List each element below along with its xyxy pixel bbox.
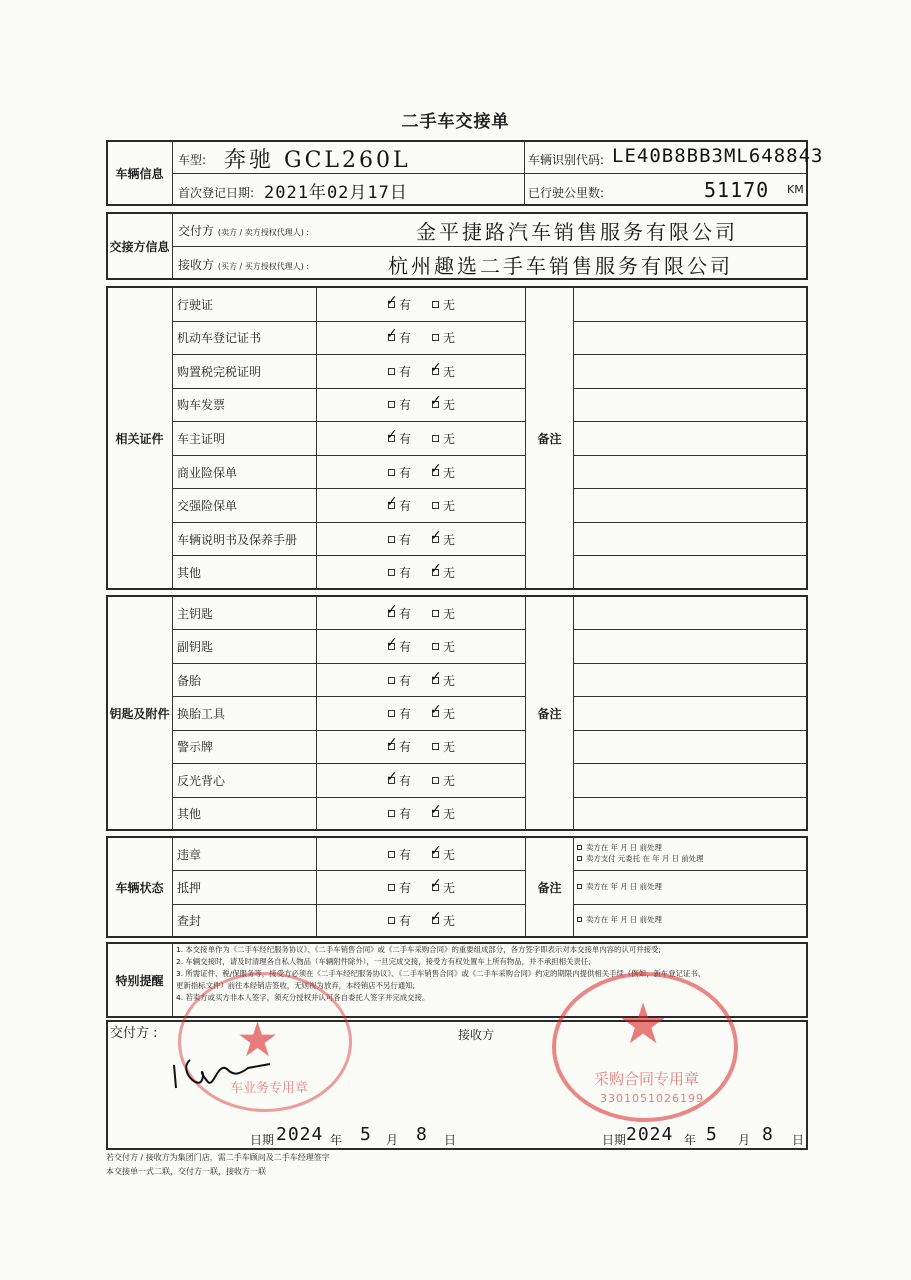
giver-day-unit: 日: [444, 1133, 457, 1147]
option-has-label: 有: [399, 499, 412, 514]
keys-option-has[interactable]: [386, 635, 412, 655]
option-none-label: 无: [443, 847, 456, 862]
checkbox-icon[interactable]: [432, 334, 439, 341]
docs-option-has[interactable]: [388, 363, 411, 380]
special-section-label: 特别提醒: [115, 973, 164, 988]
special-note: 4. 若卖方或买方非本人签字，须充分授权并认可各自委托人签字并完成交接。: [176, 993, 430, 1002]
checkbox-icon[interactable]: [388, 810, 395, 817]
seller-signature: [168, 1040, 288, 1095]
checkbox-icon[interactable]: [386, 427, 398, 443]
giver-value: 金平捷路汽车销售服务有限公司: [416, 220, 738, 244]
checkbox-icon[interactable]: [430, 802, 442, 819]
status-option-has[interactable]: [388, 846, 411, 863]
option-has-label: 有: [399, 640, 412, 655]
status-row-name: 查封: [177, 914, 202, 929]
docs-row-name: 机动车登记证书: [177, 331, 262, 346]
status-remark-text: 卖方支付 元委托 在 年 月 日 前处理: [586, 854, 704, 863]
checkbox-icon[interactable]: [388, 569, 395, 576]
option-none-label: 无: [443, 881, 456, 895]
receiver-date-day: 8: [762, 1124, 774, 1145]
first-registration-label: 首次登记日期:: [178, 186, 255, 200]
docs-option-none[interactable]: [430, 393, 456, 413]
check-mark-icon: ✓: [430, 876, 442, 892]
docs-option-none[interactable]: [430, 359, 456, 380]
option-has-label: 有: [399, 673, 412, 688]
checkbox-icon[interactable]: [432, 610, 439, 617]
docs-option-has[interactable]: [388, 531, 411, 548]
option-none-label: 无: [443, 532, 456, 547]
checkbox-icon[interactable]: [432, 301, 439, 308]
option-has-label: 有: [399, 297, 412, 312]
checkbox-icon[interactable]: [432, 743, 439, 750]
receiver-date-label: 日期: [602, 1133, 627, 1147]
docs-option-none[interactable]: [432, 430, 455, 447]
footer-line-1: 若交付方 / 接收方为集团门店，需二手车顾问及二手车经理签字: [106, 1153, 330, 1162]
giver-month-unit: 月: [386, 1133, 399, 1147]
keys-row-name: 主钥匙: [177, 606, 214, 621]
mileage-value: 51170: [704, 178, 770, 202]
docs-row-name: 车主证明: [177, 432, 226, 446]
check-mark-icon: ✓: [430, 359, 442, 376]
keys-row-name: 反光背心: [177, 773, 226, 788]
keys-option-none[interactable]: [430, 802, 456, 822]
footer-line-2: 本交接单一式二联，交付方一联，接收方一联: [106, 1167, 266, 1176]
docs-option-none[interactable]: [432, 296, 455, 313]
checkbox-icon[interactable]: [432, 435, 439, 442]
checkbox-icon[interactable]: [386, 601, 398, 618]
checkbox-icon[interactable]: [386, 768, 398, 785]
checkbox-icon[interactable]: [388, 469, 395, 476]
option-none-label: 无: [443, 331, 456, 346]
check-mark-icon: ✓: [386, 635, 398, 652]
model-label: 车型:: [178, 153, 207, 167]
checkbox-icon[interactable]: [386, 326, 398, 343]
receiver-label: 接收方: [178, 258, 215, 272]
option-has-label: 有: [399, 606, 412, 621]
vin-label: 车辆识别代码:: [528, 153, 605, 167]
checkbox-icon[interactable]: [388, 884, 395, 891]
checkbox-icon[interactable]: [430, 460, 442, 477]
checkbox-icon[interactable]: [386, 292, 398, 309]
option-has-label: 有: [399, 432, 412, 446]
checkbox-icon[interactable]: [386, 494, 398, 511]
buyer-stamp-text: 采购合同专用章: [594, 1070, 700, 1088]
buyer-stamp-code: 3301051026199: [600, 1092, 704, 1105]
status-remark-text: 卖方在 年 月 日 前处理: [586, 882, 662, 891]
checkbox-icon[interactable]: [430, 393, 442, 410]
option-has-label: 有: [399, 740, 412, 755]
check-mark-icon: ✓: [430, 909, 442, 926]
first-registration-value: 2021年02月17日: [264, 183, 408, 203]
option-has-label: 有: [399, 773, 412, 788]
docs-option-has[interactable]: [386, 494, 412, 514]
checkbox-icon[interactable]: [386, 635, 398, 652]
giver-year-unit: 年: [330, 1133, 343, 1147]
page-title: 二手车交接单: [401, 112, 510, 132]
mileage-unit: KM: [787, 183, 804, 196]
option-has-label: 有: [399, 707, 412, 721]
check-mark-icon: ✓: [430, 460, 442, 477]
checkbox-icon[interactable]: [430, 561, 442, 578]
option-has-label: 有: [399, 566, 412, 581]
option-has-label: 有: [399, 364, 412, 379]
docs-row-name: 行驶证: [177, 297, 214, 312]
option-has-label: 有: [399, 881, 412, 895]
seller-stamp-text: 车业务专用章: [230, 1081, 309, 1096]
checkbox-icon[interactable]: [430, 876, 442, 892]
receiver-label-note: (买方 / 买方授权代理人) :: [217, 262, 310, 271]
keys-option-none[interactable]: [432, 605, 455, 622]
parties-section-label: 交接方信息: [109, 239, 170, 254]
docs-option-none[interactable]: [432, 329, 455, 346]
option-none-label: 无: [443, 566, 456, 581]
check-mark-icon: ✓: [386, 768, 398, 785]
option-has-label: 有: [399, 914, 412, 929]
checkbox-icon[interactable]: [388, 917, 395, 924]
sign-receiver-label: 接收方: [458, 1028, 495, 1042]
docs-option-has[interactable]: [388, 464, 411, 481]
status-remark-line: [577, 843, 662, 853]
checkbox-icon[interactable]: [388, 536, 395, 543]
status-section-label: 车辆状态: [115, 880, 164, 895]
docs-option-none[interactable]: [430, 561, 456, 581]
receiver-date-month: 5: [706, 1124, 718, 1145]
model-value: 奔驰 GCL260L: [224, 148, 411, 173]
option-has-label: 有: [399, 398, 412, 413]
check-mark-icon: ✓: [430, 668, 442, 685]
option-none-label: 无: [443, 432, 456, 446]
option-has-label: 有: [399, 532, 412, 547]
checkbox-icon[interactable]: [430, 668, 442, 685]
keys-option-has[interactable]: [388, 705, 411, 722]
receiver-label-wrap: [178, 256, 309, 273]
mileage-label: 已行驶公里数:: [528, 186, 605, 200]
check-mark-icon: ✓: [430, 802, 442, 819]
status-remark-line: [577, 882, 662, 892]
option-none-label: 无: [443, 465, 456, 480]
docs-section-label: 相关证件: [115, 431, 164, 446]
option-none-label: 无: [443, 398, 456, 413]
keys-option-has[interactable]: [388, 672, 411, 689]
special-note: 更新指标文件）前往本经销店签收，无则视为放弃，本经销店不另行通知;: [176, 981, 415, 990]
giver-date-month: 5: [360, 1124, 372, 1145]
special-note: 2. 车辆交接时，请及时清理各自私人物品（车辆附件除外），一旦完成交接，接受方有权处置车上所有物品，并不承担相关责任;: [176, 957, 591, 966]
checkbox-icon[interactable]: [430, 702, 442, 718]
special-note: 3. 所需证件、税/保服务等，接受方必须在《二手车经纪服务协议》、《二手车销售合同》或《二手车采购合同》约定的期限内提供相关手续（例如，新车登记证书、: [176, 969, 706, 978]
docs-remark-label: 备注: [537, 431, 562, 446]
sign-giver-label: 交付方 :: [110, 1026, 158, 1041]
keys-option-has[interactable]: [388, 805, 411, 822]
keys-row-name: 备胎: [177, 673, 202, 688]
status-option-none[interactable]: [430, 876, 456, 896]
keys-row-name: 警示牌: [177, 740, 214, 755]
receiver-day-unit: 日: [792, 1133, 805, 1147]
docs-option-none[interactable]: [430, 527, 456, 548]
vehicle-info-section-label: 车辆信息: [115, 166, 164, 181]
docs-option-has[interactable]: [386, 326, 412, 346]
giver-date-label: 日期: [250, 1133, 275, 1147]
giver-label: 交付方: [178, 224, 215, 238]
keys-option-has[interactable]: [386, 735, 412, 755]
checkbox-icon[interactable]: [386, 735, 398, 752]
check-mark-icon: ✓: [430, 393, 442, 410]
option-none-label: 无: [443, 807, 456, 822]
status-row-name: 违章: [177, 847, 202, 862]
status-row-name: 抵押: [177, 881, 202, 895]
status-remark-text: 卖方在 年 月 日 前处理: [586, 843, 662, 852]
check-mark-icon: ✓: [430, 527, 442, 544]
docs-row-name: 商业险保单: [177, 465, 238, 480]
check-mark-icon: ✓: [430, 561, 442, 578]
giver-label-wrap: [178, 222, 309, 239]
docs-row-name: 车辆说明书及保养手册: [177, 532, 298, 547]
keys-section-label: 钥匙及附件: [109, 706, 170, 721]
check-mark-icon: ✓: [386, 326, 398, 343]
check-mark-icon: ✓: [430, 842, 442, 859]
checkbox-icon[interactable]: [388, 710, 395, 717]
keys-option-has[interactable]: [386, 601, 412, 622]
docs-row-name: 购置税完税证明: [177, 364, 262, 379]
check-mark-icon: ✓: [386, 427, 398, 443]
option-has-label: 有: [399, 807, 412, 822]
docs-option-has[interactable]: [386, 292, 412, 313]
giver-date-day: 8: [416, 1124, 428, 1145]
keys-option-none[interactable]: [432, 638, 455, 655]
checkbox-icon[interactable]: [577, 917, 582, 922]
vin-value: LE40B8BB3ML648843: [612, 145, 824, 167]
option-none-label: 无: [443, 606, 456, 621]
docs-option-has[interactable]: [388, 564, 411, 581]
status-option-has[interactable]: [388, 879, 411, 896]
receiver-value: 杭州趣选二手车销售服务有限公司: [388, 254, 733, 278]
status-table: [106, 836, 808, 938]
checkbox-icon[interactable]: [388, 401, 395, 408]
option-has-label: 有: [399, 847, 412, 862]
checkbox-icon[interactable]: [577, 856, 582, 861]
giver-date-year: 2024: [276, 1124, 324, 1145]
checkbox-icon[interactable]: [432, 502, 439, 509]
option-has-label: 有: [399, 465, 412, 480]
docs-row-name: 其他: [177, 566, 202, 581]
status-remark-line: [577, 854, 704, 864]
status-option-none[interactable]: [430, 909, 456, 929]
keys-remark-label: 备注: [537, 706, 562, 721]
option-has-label: 有: [399, 331, 412, 346]
option-none-label: 无: [443, 773, 456, 788]
checkbox-icon[interactable]: [432, 643, 439, 650]
checkbox-icon[interactable]: [430, 527, 442, 544]
checkbox-icon[interactable]: [430, 842, 442, 859]
option-none-label: 无: [443, 499, 456, 514]
status-remark-line: [577, 915, 662, 925]
keys-option-none[interactable]: [432, 738, 455, 755]
checkbox-icon[interactable]: [388, 677, 395, 684]
option-none-label: 无: [443, 640, 456, 655]
check-mark-icon: ✓: [430, 702, 442, 718]
check-mark-icon: ✓: [386, 494, 398, 511]
status-option-none[interactable]: [430, 842, 456, 863]
docs-option-none[interactable]: [432, 497, 455, 514]
option-none-label: 无: [443, 914, 456, 929]
status-remark-text: 卖方在 年 月 日 前处理: [586, 915, 662, 925]
checkbox-icon[interactable]: [388, 851, 395, 858]
special-note: 1. 本交接单作为《二手车经纪服务协议》、《二手车销售合同》或《二手车采购合同》的重要组成部分，各方签字即表示对本交接单内容的认可并接受;: [176, 945, 661, 954]
option-none-label: 无: [443, 364, 456, 379]
keys-option-has[interactable]: [386, 768, 412, 789]
status-option-has[interactable]: [388, 912, 411, 929]
checkbox-icon[interactable]: [430, 909, 442, 926]
check-mark-icon: ✓: [386, 735, 398, 752]
keys-option-none[interactable]: [430, 702, 456, 722]
checkbox-icon[interactable]: [388, 368, 395, 375]
docs-option-has[interactable]: [388, 396, 411, 413]
docs-row-name: 购车发票: [177, 398, 226, 413]
receiver-date-year: 2024: [626, 1124, 674, 1145]
receiver-month-unit: 月: [738, 1133, 751, 1147]
receiver-year-unit: 年: [684, 1133, 697, 1147]
checkbox-icon[interactable]: [430, 359, 442, 376]
checkbox-icon[interactable]: [577, 845, 582, 850]
check-mark-icon: ✓: [386, 601, 398, 618]
check-mark-icon: ✓: [386, 292, 398, 309]
giver-label-note: (卖方 / 卖方授权代理人) :: [217, 228, 310, 237]
docs-option-has[interactable]: [386, 427, 412, 447]
status-remark-label: 备注: [537, 880, 562, 895]
buyer-stamp-star-icon: ★: [618, 992, 669, 1057]
keys-row-name: 其他: [177, 807, 202, 822]
keys-row-name: 副钥匙: [177, 640, 214, 655]
keys-option-none[interactable]: [430, 668, 456, 689]
option-none-label: 无: [443, 673, 456, 688]
docs-option-none[interactable]: [430, 460, 456, 481]
keys-row-name: 换胎工具: [177, 707, 226, 721]
option-none-label: 无: [443, 740, 456, 755]
checkbox-icon[interactable]: [577, 884, 582, 889]
docs-row-name: 交强险保单: [177, 499, 238, 514]
option-none-label: 无: [443, 297, 456, 312]
checkbox-icon[interactable]: [432, 777, 439, 784]
seller-stamp-star-icon: ★: [236, 1012, 280, 1068]
option-none-label: 无: [443, 707, 456, 721]
keys-option-none[interactable]: [432, 772, 455, 789]
